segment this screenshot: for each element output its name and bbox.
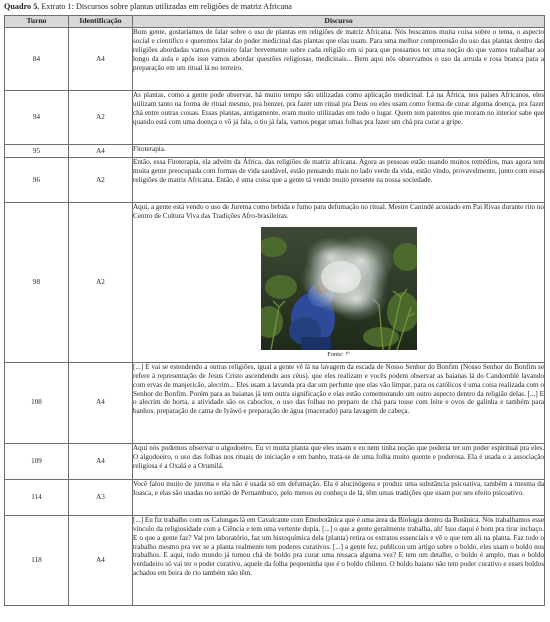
turno-cell: 95: [5, 145, 69, 158]
table-header-row: [5, 16, 545, 28]
table-row: [5, 515, 545, 605]
identificacao-cell: A4: [69, 362, 133, 443]
turno-cell: 114: [5, 479, 69, 515]
identificacao-cell: A4: [69, 28, 133, 91]
table-row: [5, 479, 545, 515]
identificacao-cell: A4: [69, 145, 133, 158]
ritual-photo-image: [261, 227, 417, 350]
discurso-cell: [...] Eu fiz trabalho com os Calungas lá em Cavalcante com Etnobotânica que é uma área da Biologia dentro da Botânica. Nós trabalhamos esse vínculo da religiosidade com a Ciência e tem uma vertente dupla. [...] o que a gente geralmente trabalha, ah! Isso daqui é bom pra tirar inchaço. E o que a gente faz? Vai pro laboratório, faz um histoquímica dela (planta) retira os extratos essenciais e vê o que tem ali na planta. Faz todo o trabalho mesmo pra ver se a planta realmente tem poderes curativos. [...] a gente fez, publicou um artigo sobre o boldo, eles usam o boldo nos trabalhos. E aqui, todo mundo já tomou chá de boldo pra curar uma ressaca alguma vez? E tem um detalhe, o boldo é amplo, mas o boldo verdadeiro só vai ter o poder curativo, aquele da folha pequeninha que é o boldo chileno. O boldo baiano não tem poder curativo e esses boldos achados em beira de rio também não têm.: [133, 515, 545, 605]
caption-text: Extrato 1: Discursos sobre plantas utilizadas em religiões de matriz Africana: [39, 2, 292, 11]
discurso-cell: Você falou muito de jurema e ela não é usada só em defumação. Ela é alucinógena e produz uma substância psicoativa, também a mesma da Ioasca, e elas são usadas no sertão de Pernambuco, pelo menos eu conheço de lá, têm umas tradições que usam por seu efeito psicoativo.: [133, 479, 545, 515]
discurso-cell: [133, 203, 545, 363]
table-row: [5, 158, 545, 203]
turno-cell: 94: [5, 91, 69, 145]
table-row: [5, 362, 545, 443]
turno-cell: 118: [5, 515, 69, 605]
discourse-table: [4, 15, 545, 606]
turno-cell: 98: [5, 203, 69, 363]
table-row: [5, 203, 545, 363]
discurso-cell: Então, essa Fitoterapia, ela advém da África, das religiões de matriz africana. Agora as pessoas estão usando muitos remédios, mas agora tem muita gente preocupada com formas de vida saudável, estão pensando mais no lado verde da vida, estão vindo, provavelmente, junto com essas religiões de matriz Africana. Então, é uma coisa que a gente tá vendo muito presente na nossa sociedade.: [133, 158, 545, 203]
identificacao-cell: A2: [69, 158, 133, 203]
identificacao-cell: A4: [69, 515, 133, 605]
identificacao-cell: A2: [69, 91, 133, 145]
turno-cell: 84: [5, 28, 69, 91]
table-row: [5, 145, 545, 158]
discurso-cell: As plantas, como a gente pode observar, há muito tempo são utilizadas como aplicação medicinal. Lá na África, nos países Africanos, eles utilizam tanto na forma de ritual mesmo, pra benzer, pra fazer um ritual pra Deus ou eles usam como forma de curar alguma doença, pra fazer chá entre outras coisas. Essas plantas, antigamente, eram muito utilizadas em todo o lugar. Quem tem parentes que moram no interior sabe que quando está com uma doença o vô já fala, o tio já fala, vamos pegar umas folhas pra fazer um chá pra curar a gripe.: [133, 91, 545, 145]
discurso-cell: Bom gente, gostaríamos de falar sobre o uso de plantas em religiões de matriz Africana. Nós buscamos muita coisa sobre o tema, o aspecto social e científico e queremos falar do poder medicinal das plantas que elas usam. Para uma melhor compreensão do uso das plantas dentro das religiões abordadas vamos primeiro falar brevemente sobre cada religião em si para que possamos ter uma noção do que vamos trabalhar ao longo da aula e após isso vamos abordar questões religiosas, medicinais... Bem aqui nós observamos o uso da arruda e rosa branca para a preparação em um ritual lá no terreiro.: [133, 28, 545, 91]
discurso-text: Aqui, a gente está vendo o uso de Jurema como bebida e fumo para defumação no ritual. Mestre Canindé acostado em Pai Rivas durante rito no Centro de Cultura Viva das Tradições Afro-brasileiras.: [133, 203, 544, 220]
table-row: [5, 28, 545, 91]
discurso-cell: Fitoterapia.: [133, 145, 545, 158]
photo-source: Fonte: ¹⁰: [327, 350, 350, 358]
caption-label: Quadro 5.: [4, 2, 40, 11]
table-row: [5, 91, 545, 145]
identificacao-cell: A2: [69, 203, 133, 363]
header-discurso: Discurso: [133, 16, 545, 28]
identificacao-cell: A3: [69, 479, 133, 515]
table-row: [5, 443, 545, 479]
ritual-smoke-photo: [261, 227, 417, 350]
discurso-cell: Aqui nós podemos observar o algodoeiro. Eu vi muita planta que eles usam e eu nem tinha noção que poderia ter um poder espiritual pra eles. O algodoeiro, o uso das folhas nos rituais de iniciação e em banho, trata-se de uma folha muito quente e poderosa. Ela é usada e a associação religiosa é a Oxalá e a Orumilá.: [133, 443, 545, 479]
discurso-cell: [...] E vai se estendendo a outras religiões, igual a gente vê lá na lavagem da escada de Nosso Senhor do Bonfim (Nosso Senhor do Bonfim se refere à representação de Jesus Cristo ascendendo aos céus). que eles realizam e vocês podem observar as baianas lá do Candomblé lavando com ervas de manjericão, alecrim... Eles usam a lavanda pra dar um perfume que elas vão limpar, para os católicos é uma coisa realizada com o Senhor do Bonfim. Porém para as baianas já tem outra significação e elas estão comemorando um outro aspecto dentro da religião delas. [...] E o alecrim de horta, a atividade são os caboclos, o uso das folhas no preparo de chá para tosse com leite e ovos de galinha e também para banhos, preparação de cama de Iyáwó e preparação de água (macerado) para lavagem de cabeça.: [133, 362, 545, 443]
identificacao-cell: A4: [69, 443, 133, 479]
table-caption: [4, 2, 292, 12]
header-identificacao: Identificação: [69, 16, 133, 28]
turno-cell: 96: [5, 158, 69, 203]
turno-cell: 108: [5, 362, 69, 443]
header-turno: Turno: [5, 16, 69, 28]
turno-cell: 109: [5, 443, 69, 479]
